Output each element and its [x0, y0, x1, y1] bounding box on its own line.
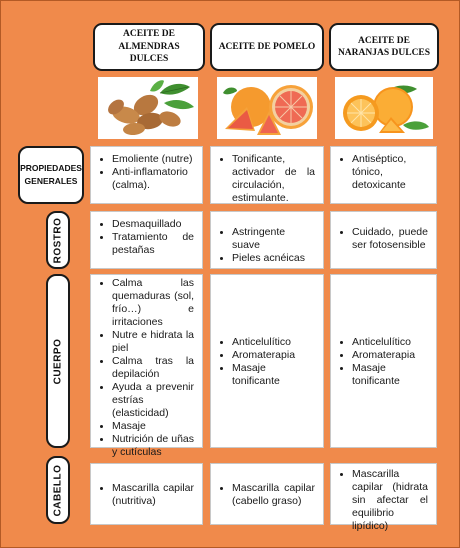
- row-label-text: CUERPO: [52, 338, 64, 384]
- list-item: • Anticelulítico: [232, 336, 315, 349]
- column-header-pomelo: [210, 23, 324, 71]
- list-item: • Antiséptico, tónico, detoxicante: [352, 153, 428, 192]
- cell-rostro-pomelo: [210, 211, 324, 269]
- list-item: • Anticelulítico: [352, 336, 428, 349]
- list-item: • Calma tras la depilación: [112, 355, 194, 381]
- cell-propiedades-pomelo: [210, 146, 324, 204]
- list-item: • Aromaterapia: [352, 349, 428, 362]
- list-item: • Mascarilla capilar (hidrata sin afectar el equilibrio lipídico): [352, 468, 428, 533]
- column-header-almendras: [93, 23, 205, 71]
- list-item: • Masaje: [112, 420, 194, 433]
- cell-cuerpo-pomelo: [210, 274, 324, 448]
- list-item: • Emoliente (nutre): [112, 153, 194, 166]
- list-item: • Anti-inflamatorio (calma).: [112, 166, 194, 192]
- cell-propiedades-almendras: [90, 146, 203, 204]
- cell-cabello-pomelo: [210, 463, 324, 525]
- column-header-naranjas: [329, 23, 439, 71]
- list-item: • Mascarilla capilar (cabello graso): [232, 482, 315, 508]
- cell-rostro-almendras: [90, 211, 203, 269]
- cell-rostro-naranjas: [330, 211, 437, 269]
- list-item: • Tonificante, activador de la circulación, estimulante.: [232, 153, 315, 205]
- list-item: • Pieles acnéicas: [232, 252, 315, 265]
- row-label-text: PROPIEDADES GENERALES: [20, 163, 82, 186]
- almonds-image: [98, 77, 198, 139]
- column-title: ACEITE DE NARANJAS DULCES: [337, 35, 431, 58]
- list-item: • Ayuda a prevenir estrías (elasticidad): [112, 381, 194, 420]
- list-item: • Mascarilla capilar (nutritiva): [112, 482, 194, 508]
- list-item: • Calma las quemaduras (sol, frío…) e irritaciones: [112, 277, 194, 329]
- list-item: • Desmaquillado: [112, 218, 194, 231]
- row-label-rostro: [46, 211, 70, 269]
- list-item: • Nutre e hidrata la piel: [112, 329, 194, 355]
- list-item: • Cuidado, puede ser fotosensible: [352, 226, 428, 252]
- column-title: ACEITE DE ALMENDRAS DULCES: [118, 29, 180, 65]
- cell-propiedades-naranjas: [330, 146, 437, 204]
- list-item: • Tratamiento de pestañas: [112, 231, 194, 257]
- cell-cabello-naranjas: [330, 463, 437, 532]
- list-item: • Aromaterapia: [232, 349, 315, 362]
- row-label-cabello: [46, 456, 70, 524]
- list-item: • Astringente suave: [232, 226, 315, 252]
- row-label-text: CABELLO: [52, 464, 64, 516]
- cell-cuerpo-naranjas: [330, 274, 437, 448]
- list-item: • Masaje tonificante: [352, 362, 428, 388]
- row-label-propiedades-generales: [18, 146, 84, 204]
- row-label-cuerpo: [46, 274, 70, 448]
- grapefruit-image: [217, 77, 317, 139]
- list-item: • Nutrición de uñas y cutículas: [112, 433, 194, 459]
- list-item: • Masaje tonificante: [232, 362, 315, 388]
- cell-cabello-almendras: [90, 463, 203, 525]
- column-title: ACEITE DE POMELO: [218, 41, 316, 52]
- cell-cuerpo-almendras: [90, 274, 203, 458]
- oranges-image: [335, 77, 433, 139]
- row-label-text: ROSTRO: [52, 217, 64, 263]
